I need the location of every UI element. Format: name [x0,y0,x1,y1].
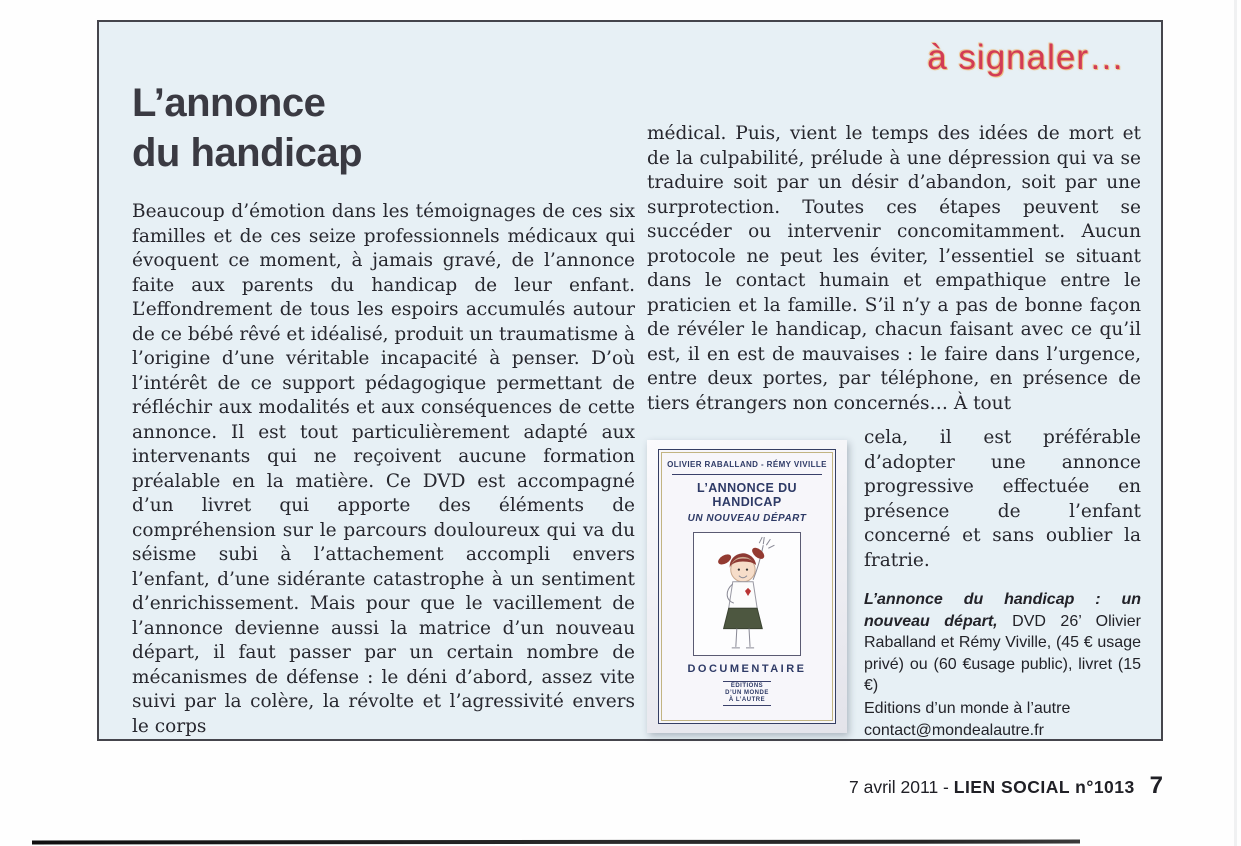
dvd-publisher-line2: D’UN MONDE [725,690,769,696]
dvd-authors: OLIVIER RABALLAND - RÉMY VIVILLE [667,460,827,469]
caption-publisher: Editions d’un monde à l’autre [864,699,1071,717]
title-line2: du handicap [132,131,363,175]
dvd-publisher-line1: ÉDITIONS [730,683,764,689]
footer-magazine: LIEN SOCIAL n°1013 [953,777,1135,797]
caption-title: L’annonce du handicap : un nouveau départ, [864,591,1141,630]
girl-drawing-icon [694,533,800,655]
right-column-text-1: médical. Puis, vient le temps des idées de mort et de la culpabilité, prélude à une dépression qui va se traduire soit par un désir d’abandon, soit par une surprotection. Toutes ces étapes peuvent se succéder ou intervenir concomitamment. Aucun protocole ne peut les éviter, l’essentiel se situant dans le contact humain et empathique entre le praticien et la famille. S’il n’y a pas de bonne façon de révéler le handicap, chacun faisant avec ce qu’il est, il en est de mauvaises : le faire dans l’urgence, entre deux portes, par téléphone, en présence de tiers étrangers non concernés… À tout [647,123,1141,414]
dvd-title: L’ANNONCE DU HANDICAP [697,481,797,509]
wrap-section [647,426,1141,742]
dvd-subtitle: UN NOUVEAU DÉPART [687,513,807,524]
article-title [132,78,362,178]
footer-page-number: 7 [1149,772,1163,799]
title-line1: L’annonce [132,81,326,125]
left-column-text: Beaucoup d’émotion dans les témoignages de ces six familles et de ces seize professionnels médicaux qui évoquent ce moment, à jamais gravé, de l’annonce faite aux parents du handicap de leur enfant. L’effondrement de tous les espoirs accumulés autour de ce bébé rêvé et idéalisé, produit un traumatisme à l’origine d’une véritable incapacité à penser. D’où l’intérêt de ce support pédagogique permettant de réfléchir aux modalités et aux conséquences de cette annonce. Il est tout particulièrement adapté aux intervenants qui ne reçoivent aucune formation préalable en la matière. Ce DVD est accompagné d’un livret qui apporte des éléments de compréhension sur le parcours douloureux qui va du séisme subi à l’attachement accompli envers l’enfant, d’une sidérante catastrophe à un sentiment d’enrichissement. Mais pour que le vacillement de l’annonce devienne aussi la matrice d’un nouveau départ, il faut passer par un certain nombre de mécanismes de défense : le déni d’abord, assez vite suivi par la colère, la révolte et l’agressivité envers le corps [132,201,635,737]
dvd-rule [672,474,822,475]
dvd-publisher-logo [723,681,771,706]
dvd-cover [647,440,847,733]
article-box [97,20,1163,741]
section-header: à signaler… [927,38,1125,77]
dvd-illustration [693,532,801,656]
caption-details: DVD 26’ Olivier Raballand et Rémy Viville, (45 € usage privé) ou (60 €usage public), livret (15 €) [864,612,1141,694]
dvd-publisher-line3: À L’AUTRE [728,697,766,703]
dvd-cover-art [658,449,836,724]
page-footer [849,772,1163,800]
footer-date: 7 avril 2011 - [849,777,949,797]
scan-artifact-strip [32,840,1080,845]
right-column-text-2: cela, il est préférable d’adopter une annonce progressive effectuée en présence de l’enfant concerné et sans oublier la fratrie. [864,427,1141,571]
dvd-genre: DOCUMENTAIRE [687,663,807,675]
caption-main [864,589,1141,697]
right-column [647,122,1141,742]
caption-contact: contact@mondealautre.fr [864,722,1044,739]
dvd-caption [864,589,1141,742]
